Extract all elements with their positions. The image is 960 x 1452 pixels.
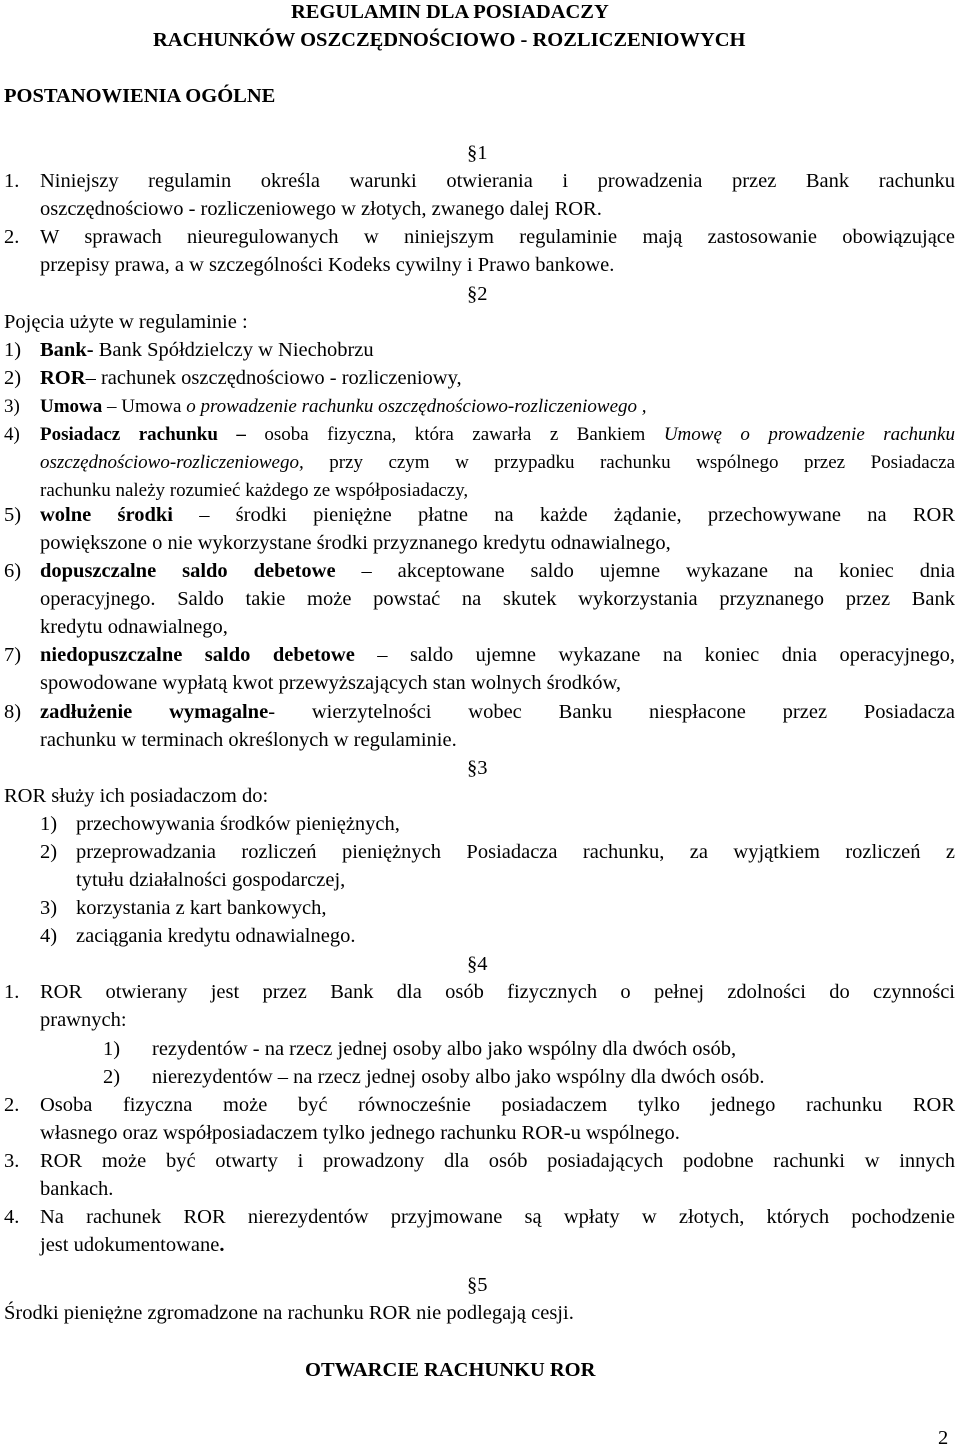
title-line-2: RACHUNKÓW OSZCZĘDNOŚCIOWO - ROZLICZENIOWYCH	[153, 29, 746, 51]
s3-intro: ROR służy ich posiadaczom do:	[4, 785, 269, 807]
definition-1: Bank- Bank Spółdzielczy w Niechobrzu	[40, 339, 374, 361]
s5-text: Środki pieniężne zgromadzone na rachunku ROR nie podlegają cesji.	[4, 1302, 574, 1324]
paragraph-heading-5: §5	[467, 1274, 488, 1296]
s4-p1-line1: ROR otwierany jest przez Bank dla osób fizycznych o pełnej zdolności do czynności	[40, 981, 955, 1003]
definition-5-line2: powiększone o nie wykorzystane środki przyznanego kredytu odnawialnego,	[40, 532, 671, 554]
list-number: 2.	[4, 226, 20, 248]
definition-6-line3: kredytu odnawialnego,	[40, 616, 228, 638]
s4-p1-item-b: nierezydentów – na rzecz jednej osoby albo jako wspólny dla dwóch osób.	[152, 1066, 765, 1088]
definition-8-line1: zadłużenie wymagalne- wierzytelności wobec Banku niespłacone przez Posiadacza	[40, 701, 955, 723]
s4-p4-line1: Na rachunek ROR nierezydentów przyjmowane są wpłaty w złotych, których pochodzenie	[40, 1206, 955, 1228]
purpose-2-line1: przeprowadzania rozliczeń pieniężnych Posiadacza rachunku, za wyjątkiem rozliczeń z	[76, 841, 955, 863]
s4-p4-line2: jest udokumentowane.	[40, 1234, 225, 1256]
definition-8-line2: rachunku w terminach określonych w regulaminie.	[40, 729, 457, 751]
paragraph-heading-3: §3	[467, 757, 488, 779]
purpose-1: przechowywania środków pieniężnych,	[76, 813, 400, 835]
s1-p2-line2: przepisy prawa, a w szczególności Kodeks cywilny i Prawo bankowe.	[40, 254, 615, 276]
s1-p1-line1: Niniejszy regulamin określa warunki otwierania i prowadzenia przez Bank rachunku	[40, 170, 955, 192]
definition-2: ROR– rachunek oszczędnościowo - rozliczeniowy,	[40, 367, 462, 389]
list-number: 4)	[40, 925, 58, 947]
list-number: 1)	[4, 339, 22, 361]
s4-p2-line1: Osoba fizyczna może być równocześnie posiadaczem tylko jednego rachunku ROR	[40, 1094, 955, 1116]
list-number: 1.	[4, 981, 20, 1003]
purpose-3: korzystania z kart bankowych,	[76, 897, 327, 919]
section-open-heading: OTWARCIE RACHUNKU ROR	[305, 1359, 596, 1381]
title-line-1: REGULAMIN DLA POSIADACZY	[291, 1, 609, 23]
section-sign-icon: §	[467, 757, 478, 779]
paragraph-heading-2: §2	[467, 283, 488, 305]
s1-p2-line1: W sprawach nieuregulowanych w niniejszym regulaminie mają zastosowanie obowiązujące	[40, 226, 955, 248]
list-number: 1)	[40, 813, 58, 835]
paragraph-heading-1: §1	[467, 142, 488, 164]
section-sign-icon: §	[467, 283, 478, 305]
s1-p1-line2: oszczędnościowo - rozliczeniowego w złotych, zwanego dalej ROR.	[40, 198, 602, 220]
list-number: 3)	[4, 396, 20, 417]
list-number: 2.	[4, 1094, 20, 1116]
definition-4-line2: oszczędnościowo-rozliczeniowego, przy czym w przypadku rachunku wspólnego przez Posiadacza	[40, 452, 955, 473]
list-number: 4)	[4, 424, 20, 445]
definition-5-line1: wolne środki – środki pieniężne płatne na każde żądanie, przechowywane na ROR	[40, 504, 955, 526]
s4-p3-line1: ROR może być otwarty i prowadzony dla osób posiadających podobne rachunki w innych	[40, 1150, 955, 1172]
s4-p2-line2: własnego oraz współposiadaczem tylko jednego rachunku ROR-u wspólnego.	[40, 1122, 680, 1144]
page-number: 2	[938, 1427, 949, 1449]
definition-7-line1: niedopuszczalne saldo debetowe – saldo ujemne wykazane na koniec dnia operacyjnego,	[40, 644, 955, 666]
list-number: 4.	[4, 1206, 20, 1228]
list-number: 8)	[4, 701, 22, 723]
list-number: 3)	[40, 897, 58, 919]
s2-intro: Pojęcia użyte w regulaminie :	[4, 311, 248, 333]
list-number: 7)	[4, 644, 22, 666]
list-number: 6)	[4, 560, 22, 582]
list-number: 2)	[103, 1066, 121, 1088]
s4-p1-line2: prawnych:	[40, 1009, 127, 1031]
list-number: 1.	[4, 170, 20, 192]
list-number: 2)	[4, 367, 22, 389]
purpose-4: zaciągania kredytu odnawialnego.	[76, 925, 356, 947]
definition-3: Umowa – Umowa o prowadzenie rachunku oszczędnościowo-rozliczeniowego ,	[40, 396, 647, 417]
section-sign-icon: §	[467, 953, 478, 975]
definition-4-line1: Posiadacz rachunku – osoba fizyczna, która zawarła z Bankiem Umowę o prowadzenie rachunku	[40, 424, 955, 445]
definition-7-line2: spowodowane wypłatą kwot przewyższających stan wolnych środków,	[40, 672, 622, 694]
paragraph-heading-4: §4	[467, 953, 488, 975]
s4-p3-line2: bankach.	[40, 1178, 114, 1200]
list-number: 5)	[4, 504, 22, 526]
section-general-heading: POSTANOWIENIA OGÓLNE	[4, 85, 276, 107]
list-number: 2)	[40, 841, 58, 863]
definition-4-line3: rachunku należy rozumieć każdego ze współposiadaczy,	[40, 480, 469, 501]
s4-p1-item-a: rezydentów - na rzecz jednej osoby albo jako wspólny dla dwóch osób,	[152, 1038, 737, 1060]
definition-6-line2: operacyjnego. Saldo takie może powstać na skutek wykorzystania przyznanego przez Bank	[40, 588, 955, 610]
definition-6-line1: dopuszczalne saldo debetowe – akceptowane saldo ujemne wykazane na koniec dnia	[40, 560, 955, 582]
purpose-2-line2: tytułu działalności gospodarczej,	[76, 869, 346, 891]
section-sign-icon: §	[467, 142, 478, 164]
list-number: 1)	[103, 1038, 121, 1060]
list-number: 3.	[4, 1150, 20, 1172]
section-sign-icon: §	[467, 1274, 478, 1296]
